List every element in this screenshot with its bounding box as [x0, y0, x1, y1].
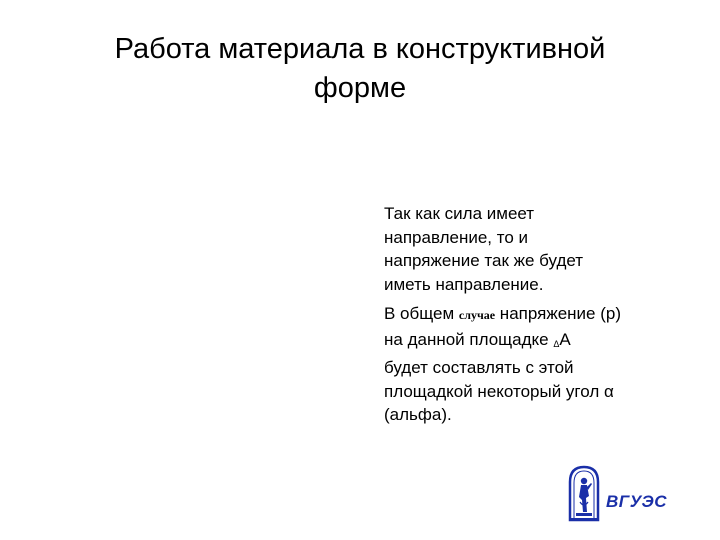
paragraph-2-line-5: (альфа). — [384, 405, 452, 424]
paragraph-2-text-start: В общем — [384, 304, 459, 323]
slide-title — [40, 30, 680, 108]
paragraph-1-line-3: напряжение так же будет — [384, 251, 584, 270]
paragraph-2-area-text: на данной площадке — [384, 329, 554, 349]
university-logo — [566, 464, 668, 522]
paragraph-2-line-4: площадкой некоторый угол α — [384, 381, 614, 401]
paragraph-2-line-3: будет составлять с этой — [384, 358, 574, 377]
paragraph-2 — [384, 302, 710, 427]
paragraph-2-small-word: случае — [458, 308, 496, 322]
paragraph-2-line-2 — [384, 328, 710, 357]
delta-symbol: Δ — [553, 338, 560, 349]
university-emblem-icon — [566, 464, 602, 522]
paragraph-1 — [384, 202, 710, 296]
paragraph-1-line-1: Так как сила имеет — [384, 204, 535, 223]
logo-text: ВГУЭС — [606, 492, 667, 511]
slide-body — [384, 202, 710, 427]
area-letter: A — [559, 329, 571, 349]
paragraph-2-line-1 — [384, 302, 710, 328]
title-line-1: Работа материала в конструктивной — [114, 33, 606, 65]
paragraph-2-text-end: напряжение (р) — [495, 304, 621, 323]
paragraph-1-line-2: направление, то и — [384, 227, 529, 247]
title-line-2: форме — [313, 72, 407, 104]
paragraph-1-line-4: иметь направление. — [384, 274, 544, 294]
